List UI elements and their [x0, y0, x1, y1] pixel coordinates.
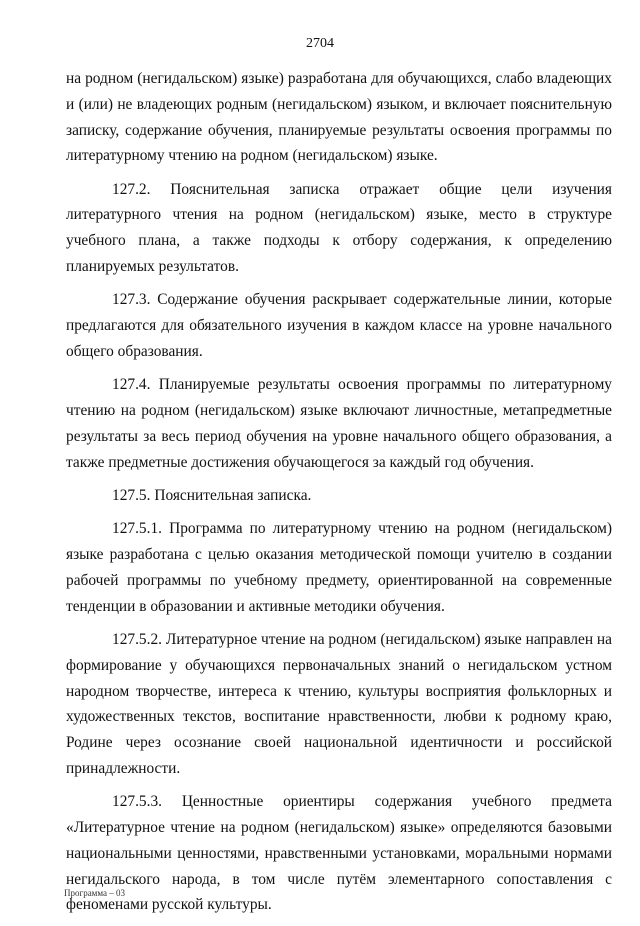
paragraph-127-5-1: 127.5.1. Программа по литературному чтению на родном (негидальском) языке разработана с целью оказания методической помощи учителю в создании рабочей программы по учебному предмету, ориентированной на современные тенденции в образовании и активные методики обучения.	[66, 520, 612, 615]
document-body	[66, 66, 612, 926]
paragraph-127-5-2: 127.5.2. Литературное чтение на родном (негидальском) языке направлен на формирование у обучающихся первоначальных знаний о негидальском устном народном творчестве, интереса к чтению, культуры восприятия фольклорных и художественных текстов, воспитание нравственности, любви к родному краю, Родине через осознание своей национальной идентичности и российской принадлежности.	[66, 630, 612, 777]
paragraph-127-4: 127.4. Планируемые результаты освоения программы по литературному чтению на родном (негидальском) языке включают личностные, метапредметные результаты за весь период обучения на уровне начального общего образования, а также предметные достижения обучающегося за каждый год обучения.	[66, 376, 612, 471]
paragraph-127-5-3: 127.5.3. Ценностные ориентиры содержания учебного предмета «Литературное чтение на родном (негидальском) языке» определяются базовыми национальными ценностями, нравственными установками, моральными нормами негидальского народа, в том числе путём элементарного сопоставления с феноменами русской культуры.	[66, 793, 612, 914]
page-number: 2704	[306, 36, 334, 51]
page-footer: Программа – 03	[64, 888, 126, 898]
paragraph-127-3: 127.3. Содержание обучения раскрывает содержательные линии, которые предлагаются для обязательного изучения в каждом классе на уровне начального общего образования.	[66, 291, 612, 360]
paragraph-continuation: на родном (негидальском) языке) разработана для обучающихся, слабо владеющих и (или) не владеющих родным (негидальском) языком, и включает пояснительную записку, содержание обучения, планируемые результаты освоения программы по литературному чтению на родном (негидальском) языке.	[66, 70, 612, 165]
paragraph-127-2: 127.2. Пояснительная записка отражает общие цели изучения литературного чтения на родном (негидальском) языке, место в структуре учебного плана, а также подходы к отбору содержания, к определению планируемых результатов.	[66, 180, 612, 276]
paragraph-127-5: 127.5. Пояснительная записка.	[112, 486, 312, 504]
